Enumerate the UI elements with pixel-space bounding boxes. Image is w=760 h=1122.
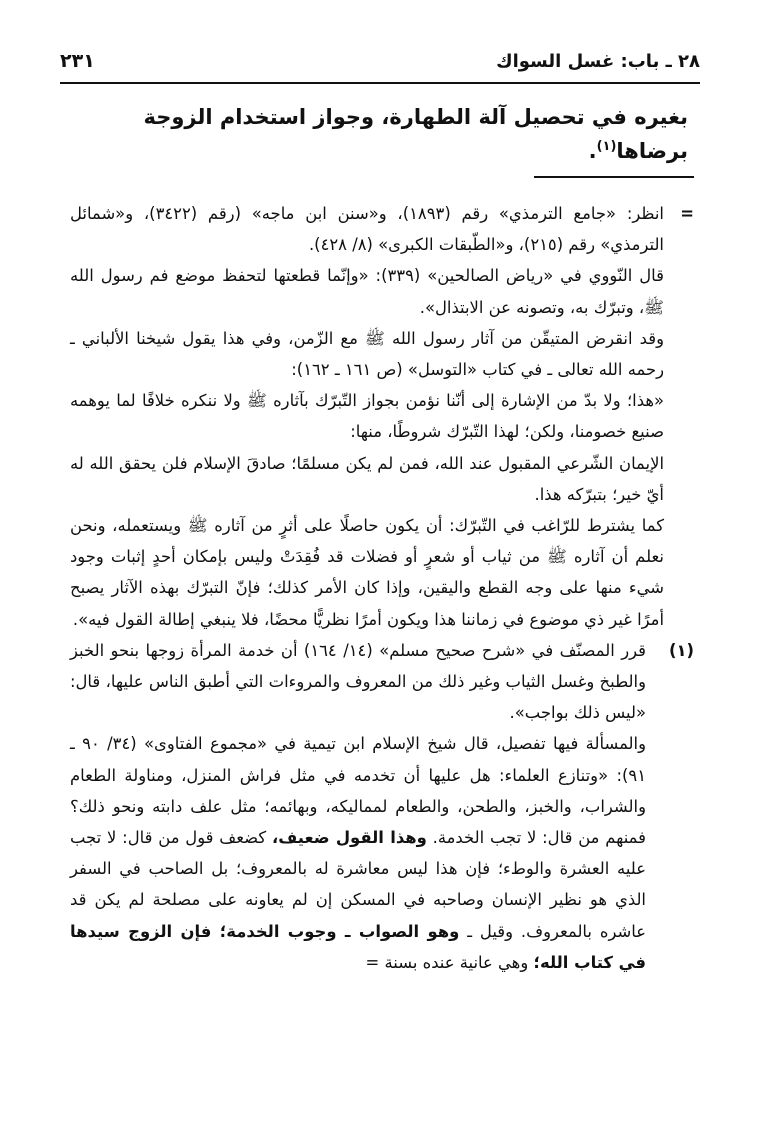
- footnote-paragraph: كما يشترط للرّاغب في التّبرّك: أن يكون حاصلًا على أثرٍ من آثاره ﷺ ويستعمله، ونحن نعلم أن آثاره ﷺ من ثياب أو شعرٍ أو فضلات قد فُقِدَتْ وليس بإمكان أحدٍ إثبات وجود شيء منها على وجه القطع واليقين، وإذا كان الأمر كذلك؛ فإنّ التبرّك بهذه الآثار يصبح أمرًا غير ذي موضوع في زماننا هذا ويكون أمرًا نظريًّا محضًا، فلا ينبغي إطالة القول فيه».: [70, 516, 664, 629]
- footnote-text: كضعف قول من قال: لا تجب عليه العشرة والوطء؛ فإن هذا ليس معاشرة له بالمعروف؛ بل الصاحب في السفر الذي هو نظير الإنسان وصاحبه في المسكن إن لم يعاونه على مصلحة لم يكن قد عاشره بالمعروف. وقيل ـ: [70, 828, 647, 941]
- main-text-body: بغيره في تحصيل آلة الطهارة، وجواز استخدام الزوجة برضاها: [143, 105, 688, 163]
- main-text-end: .: [588, 139, 597, 163]
- footnotes: [70, 198, 694, 978]
- footnote-text: وهي عانية عنده بسنة =: [365, 952, 529, 972]
- header-rule: [60, 82, 700, 84]
- footnote-paragraph: قال النّووي في «رياض الصالحين» (٣٣٩): «وإنّما قطعتها لتحفظ موضع فم رسول الله ﷺ، وتبرّك به، وتصونه عن الابتذال».: [70, 266, 664, 317]
- footnote-separator: [534, 176, 694, 178]
- continuation-mark: =: [680, 204, 694, 223]
- footnote-number: (١): [668, 640, 694, 660]
- emphasis-text: وهذا القول ضعيف،: [272, 828, 427, 848]
- footnote-paragraph: الإيمان الشّرعي المقبول عند الله، فمن لم يكن مسلمًا؛ صادقَ الإسلام فلن يحقق الله له أيّ خير؛ بتبرّكه هذا.: [70, 453, 664, 504]
- footnote-paragraph: «هذا؛ ولا بدّ من الإشارة إلى أنّنا نؤمن بجواز التّبرّك بآثاره ﷺ ولا ننكره خلافًا لما يوهمه صنيع خصومنا، ولكن؛ لهذا التّبرّك شروطًا، منها:: [70, 391, 664, 442]
- footnote-paragraph: وقد انقرض المتيقّن من آثار رسول الله ﷺ مع الزّمن، وفي هذا يقول شيخنا الألباني ـ رحمه الله تعالى ـ في كتاب «التوسل» (ص ١٦١ ـ ١٦٢):: [70, 328, 664, 380]
- footnote-reference[interactable]: (١): [596, 139, 617, 154]
- footnote-continuation: [70, 198, 694, 635]
- emphasis-text: وهو الصواب ـ وجوب الخدمة؛ فإن الزوج سيدها في كتاب الله؛: [70, 921, 646, 972]
- main-text: [70, 100, 688, 168]
- footnote-paragraph: قرر المصنّف في «شرح صحيح مسلم» (١٤/ ١٦٤) أن خدمة المرأة زوجها بنحو الخبز والطبخ وغسل الثياب وغير ذلك من المعروف والمروءات التي أطبق الناس عليها، قال: «ليس ذلك بواجب».: [70, 640, 646, 723]
- footnote-paragraph: انظر: «جامع الترمذي» رقم (١٨٩٣)، و«سنن ابن ماجه» (رقم (٣٤٢٢)، و«شمائل الترمذي» رقم (٢١٥)، و«الطّبقات الكبرى» (٨/ ٤٢٨).: [70, 204, 664, 255]
- footnote-paragraph: [70, 728, 646, 978]
- footnote-1: [70, 635, 694, 978]
- footnote-text: والمسألة فيها تفصيل، قال شيخ الإسلام ابن تيمية في «مجموع الفتاوى» (٣٤/ ٩٠ ـ ٩١): «وتنازع العلماء: هل عليها أن تخدمه في مثل فراش المنزل، ومناولة الطعام والشراب، والخبز، والطحن، والطعام لمماليكه، وبهائمه؛ مثل علف دابته ونحو ذلك؟ فمنهم من قال: لا تجب الخدمة.: [70, 734, 647, 848]
- page-number: ٢٣١: [60, 50, 95, 72]
- chapter-title: ٢٨ ـ باب: غسل السواك: [496, 50, 700, 72]
- running-header: [60, 46, 700, 76]
